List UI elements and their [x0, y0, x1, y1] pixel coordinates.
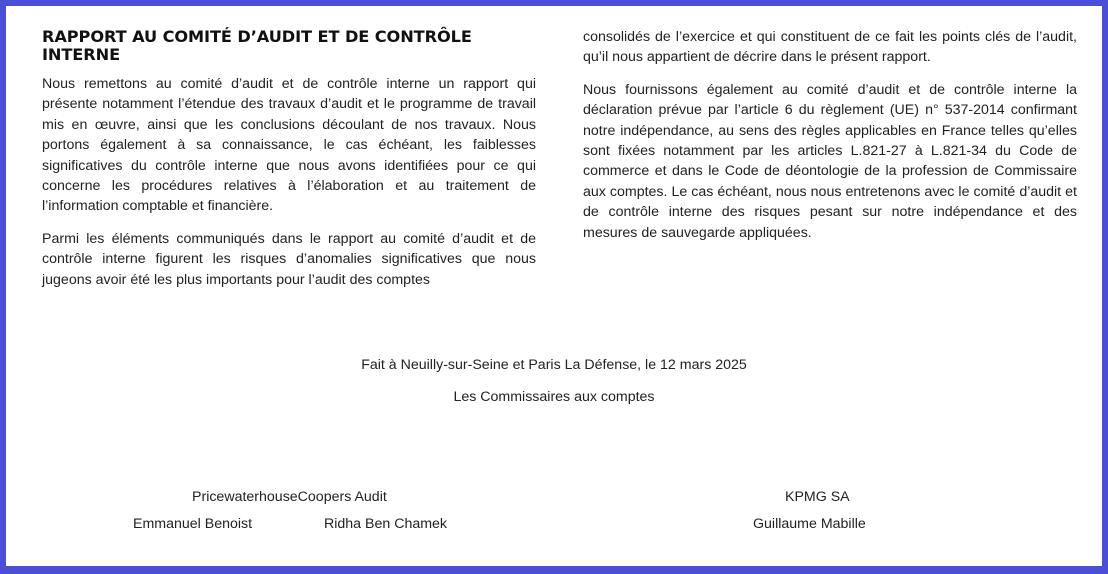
document-page [6, 6, 1102, 566]
partner-name: Ridha Ben Chamek [324, 516, 448, 532]
paragraph-key-audit-matters: consolidés de l’exercice et qui constituent de ce fait les points clés de l’audit, qu’il nous appartient de décrire dans le présent rapport. [583, 29, 1077, 66]
section-title: RAPPORT AU COMITÉ D’AUDIT ET DE CONTRÔLE INTERNE [42, 27, 472, 64]
firm-name-kpmg: KPMG SA [785, 489, 850, 505]
signatories-title: Les Commissaires aux comptes [453, 389, 655, 405]
partner-name: Guillaume Mabille [753, 516, 866, 532]
right-column [583, 27, 1077, 255]
paragraph-independence: Nous fournissons également au comité d’audit et de contrôle interne la déclaration prévue par l’article 6 du règlement (UE) n° 537-2014 confirmant notre indépendance, au sens des règles applicables en France telles qu’elles sont fixées notamment par les articles L.821-27 à L.821-34 du Code de commerce et dans le Code de déontologie de la profession de Commissaire aux comptes. Le cas échéant, nous nous entretenons avec le comité d’audit et de contrôle interne des risques pesant sur notre indépendance et des mesures de sauvegarde appliquées. [583, 81, 1077, 241]
partner-name: Emmanuel Benoist [133, 516, 253, 532]
paragraph-key-risks: Parmi les éléments communiqués dans le rapport au comité d’audit et de contrôle interne figurent les risques d’anomalies significatives que nous jugeons avoir été les plus importants pour l’audit des comptes [42, 230, 536, 288]
place-date-line: Fait à Neuilly-sur-Seine et Paris La Défense, le 12 mars 2025 [361, 357, 747, 373]
firm-name-pwc: PricewaterhouseCoopers Audit [192, 489, 387, 505]
paragraph-report-scope: Nous remettons au comité d’audit et de contrôle interne un rapport qui présente notamment l’étendue des travaux d’audit et le programme de travail mis en œuvre, ainsi que les conclusions découlant de nos travaux. Nous portons également à sa connaissance, le cas échéant, les faiblesses significatives du contrôle interne que nous avons identifiées pour ce qui concerne les procédures relatives à l’élaboration et au traitement de l’information comptable et financière. [42, 76, 536, 215]
left-column [42, 24, 536, 302]
